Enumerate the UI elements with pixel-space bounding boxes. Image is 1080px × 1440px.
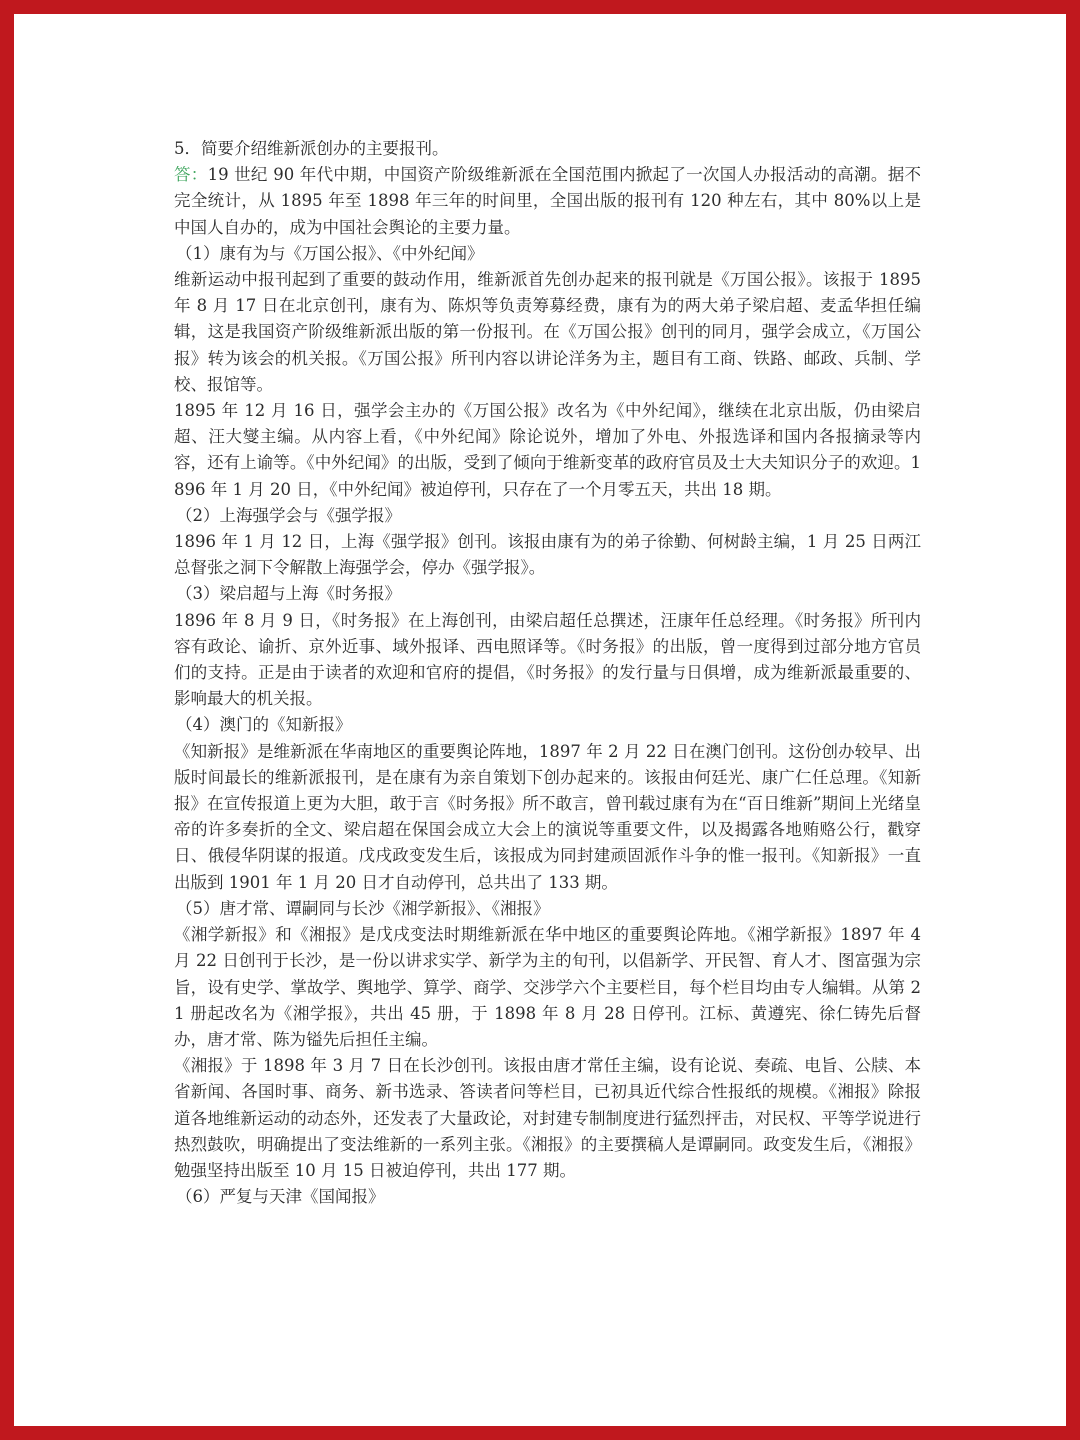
document-body bbox=[174, 136, 921, 1210]
section-heading: （3）梁启超与上海《时务报》 bbox=[176, 584, 401, 604]
section-paragraph: 1895 年 12 月 16 日，强学会主办的《万国公报》改名为《中外纪闻》，继续在北京出版，仍由梁启超、汪大燮主编。从内容上看，《中外纪闻》除论说外，增加了外电、外报选译和国内各报摘录等内容，还有上谕等。《中外纪闻》的出版，受到了倾向于维新变革的政府官员及士大夫知识分子的欢迎。1896 年 1 月 20 日，《中外纪闻》被迫停刊，只存在了一个月零五天，共出 18 期。 bbox=[174, 401, 921, 499]
section-heading: （1）康有为与《万国公报》、《中外纪闻》 bbox=[176, 243, 484, 263]
section-paragraph: 维新运动中报刊起到了重要的鼓动作用，维新派首先创办起来的报刊就是《万国公报》。该报于 1895 年 8 月 17 日在北京创刊，康有为、陈炽等负责筹募经费，康有为的两大弟子梁启超、麦孟华担任编辑，这是我国资产阶级维新派出版的第一份报刊。在《万国公报》创刊的同月，强学会成立，《万国公报》转为该会的机关报。《万国公报》所刊内容以讲论洋务为主，题目有工商、铁路、邮政、兵制、学校、报馆等。 bbox=[174, 270, 921, 394]
page bbox=[14, 14, 1066, 1426]
section-heading: （5）唐才常、谭嗣同与长沙《湘学新报》、《湘报》 bbox=[176, 898, 550, 918]
section-heading: （6）严复与天津《国闻报》 bbox=[176, 1187, 385, 1207]
question-title: 5．简要介绍维新派创办的主要报刊。 bbox=[174, 139, 449, 158]
section-paragraph: 《湘学新报》和《湘报》是戊戌变法时期维新派在华中地区的重要舆论阵地。《湘学新报》1897 年 4 月 22 日创刊于长沙，是一份以讲求实学、新学为主的旬刊，以倡新学、开民智、育人才、图富强为宗旨，设有史学、掌故学、舆地学、算学、商学、交涉学六个主要栏目，每个栏目均由专人编辑。从第 21 册起改名为《湘学报》，共出 45 册，于 1898 年 8 月 28 日停刊。江标、黄遵宪、徐仁铸先后督办，唐才常、陈为镒先后担任主编。 bbox=[174, 925, 921, 1049]
section-heading: （4）澳门的《知新报》 bbox=[176, 715, 352, 735]
section-paragraph: 《湘报》于 1898 年 3 月 7 日在长沙创刊。该报由唐才常任主编，设有论说、奏疏、电旨、公牍、本省新闻、各国时事、商务、新书选录、答读者问等栏目，已初具近代综合性报纸的规模。《湘报》除报道各地维新运动的动态外，还发表了大量政论，对封建专制制度进行猛烈抨击，对民权、平等学说进行热烈鼓吹，明确提出了变法维新的一系列主张。《湘报》的主要撰稿人是谭嗣同。政变发生后，《湘报》勉强坚持出版至 10 月 15 日被迫停刊，共出 177 期。 bbox=[174, 1056, 921, 1180]
intro-text: 19 世纪 90 年代中期，中国资产阶级维新派在全国范围内掀起了一次国人办报活动的高潮。据不完全统计，从 1895 年至 1898 年三年的时间里，全国出版的报刊有 120 种左右，其中 80%以上是中国人自办的，成为中国社会舆论的主要力量。 bbox=[174, 165, 921, 237]
answer-intro bbox=[174, 162, 921, 241]
section-heading: （2）上海强学会与《强学报》 bbox=[176, 505, 401, 525]
section-paragraph: 《知新报》是维新派在华南地区的重要舆论阵地，1897 年 2 月 22 日在澳门创刊。这份创办较早、出版时间最长的维新派报刊，是在康有为亲自策划下创办起来的。该报由何廷光、康广仁任总理。《知新报》在宣传报道上更为大胆，敢于言《时务报》所不敢言，曾刊载过康有为在“百日维新”期间上光绪皇帝的许多奏折的全文、梁启超在保国会成立大会上的演说等重要文件，以及揭露各地贿赂公行，戳穿日、俄侵华阴谋的报道。戊戌政变发生后，该报成为同封建顽固派作斗争的惟一报刊。《知新报》一直出版到 1901 年 1 月 20 日才自动停刊，总共出了 133 期。 bbox=[174, 741, 921, 892]
section-paragraph: 1896 年 1 月 12 日，上海《强学报》创刊。该报由康有为的弟子徐勤、何树龄主编，1 月 25 日两江总督张之洞下令解散上海强学会，停办《强学报》。 bbox=[174, 532, 921, 578]
answer-label: 答： bbox=[174, 165, 208, 185]
section-paragraph: 1896 年 8 月 9 日，《时务报》在上海创刊，由梁启超任总撰述，汪康年任总经理。《时务报》所刊内容有政论、谕折、京外近事、域外报译、西电照译等。《时务报》的出版，曾一度得到过部分地方官员们的支持。正是由于读者的欢迎和官府的提倡，《时务报》的发行量与日俱增，成为维新派最重要的、影响最大的机关报。 bbox=[174, 610, 921, 709]
